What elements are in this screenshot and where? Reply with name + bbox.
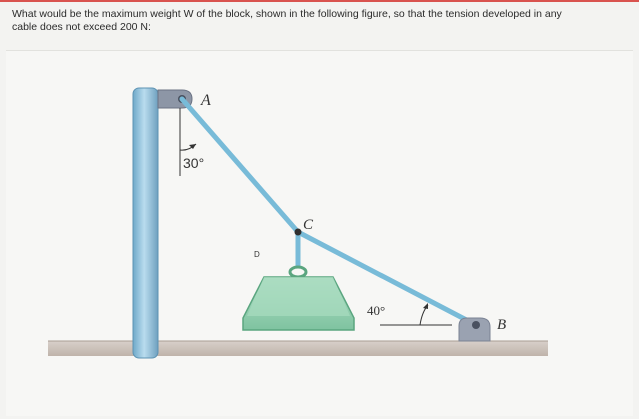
floor: [48, 341, 548, 356]
support-b-pin: [472, 321, 480, 329]
label-d: D: [254, 250, 260, 259]
label-a: A: [201, 92, 211, 109]
block-top-face: [247, 277, 350, 316]
question-line-1: What would be the maximum weight W of the block, shown in the following figure, so that the tension developed in any: [12, 8, 562, 20]
hook-ring: [290, 267, 306, 277]
joint-c: [295, 229, 302, 236]
question-line-2: cable does not exceed 200 N:: [12, 21, 151, 33]
label-angle-b: 40°: [367, 303, 386, 318]
label-angle-a: 30°: [183, 155, 205, 171]
label-b: B: [497, 317, 507, 333]
label-c: C: [303, 217, 314, 233]
vertical-post: [133, 88, 158, 358]
angle-arrow-b: [423, 303, 428, 309]
